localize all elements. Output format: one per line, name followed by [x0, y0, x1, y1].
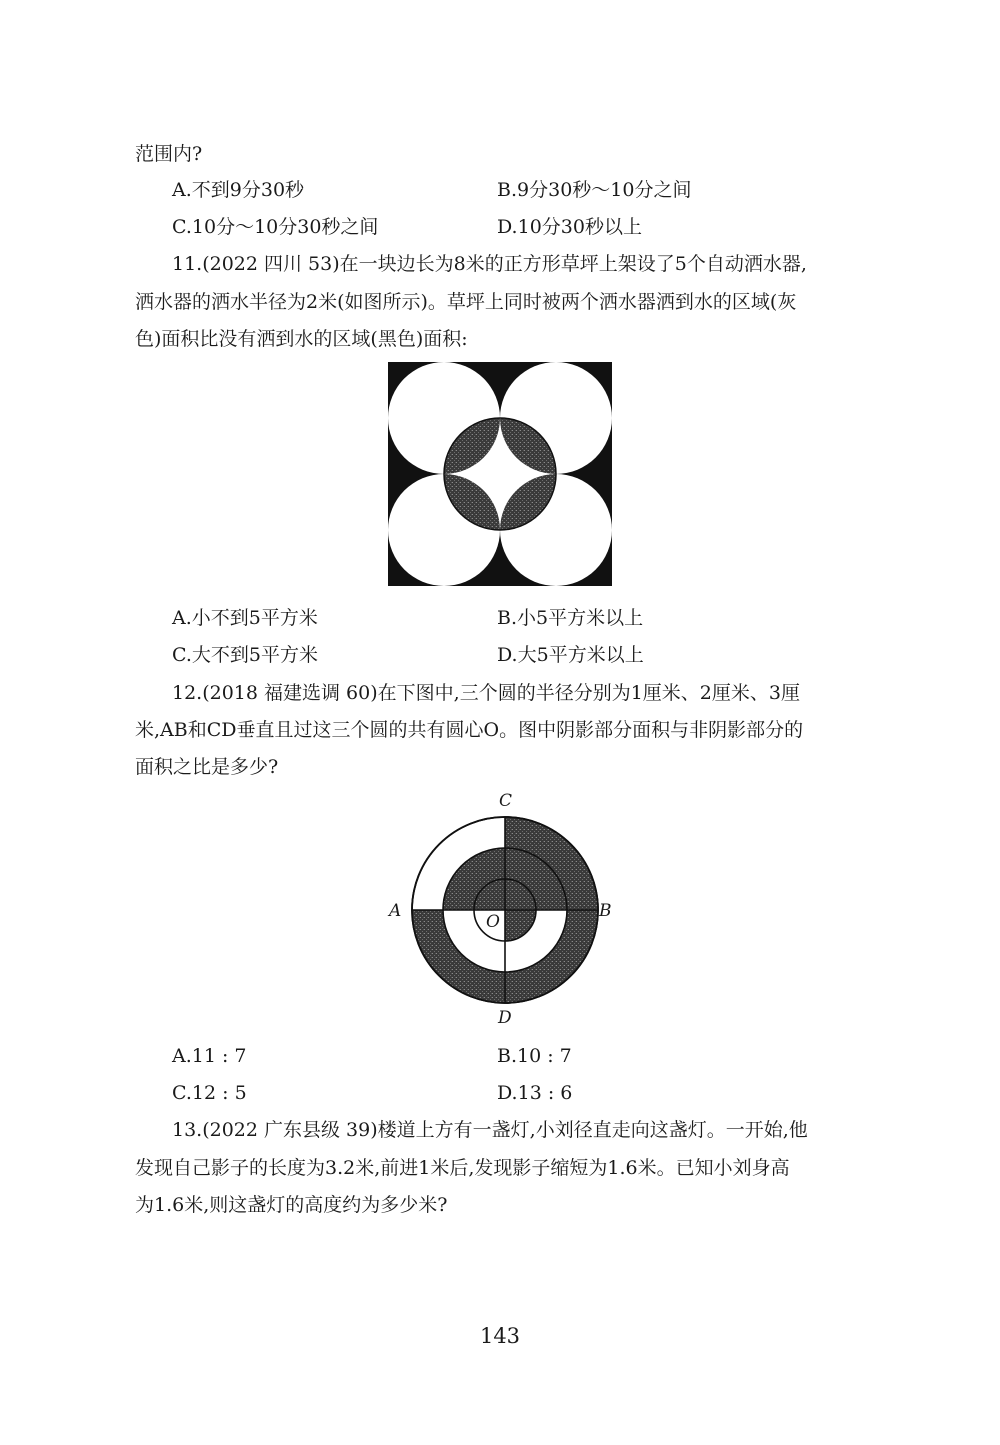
label-c: C: [499, 791, 513, 811]
label-a: A: [389, 901, 402, 921]
q10-option-d: D.10分30秒以上: [497, 216, 642, 238]
q11-stem-line-1: 11.(2022 四川 53)在一块边长为8米的正方形草坪上架设了5个自动洒水器,: [172, 253, 807, 275]
q12-option-b: B.10 : 7: [497, 1045, 572, 1067]
q13-stem-line-2: 发现自己影子的长度为3.2米,前进1米后,发现影子缩短为1.6米。已知小刘身高: [135, 1157, 790, 1179]
q11-option-d: D.大5平方米以上: [497, 644, 644, 666]
q12-option-c: C.12 : 5: [172, 1082, 247, 1104]
q12-option-d: D.13 : 6: [497, 1082, 573, 1104]
q11-option-c: C.大不到5平方米: [172, 644, 318, 666]
q11-stem-line-3: 色)面积比没有洒到水的区域(黑色)面积:: [135, 328, 468, 350]
q12-stem-line-1: 12.(2018 福建选调 60)在下图中,三个圆的半径分别为1厘米、2厘米、3厘: [172, 682, 800, 704]
q13-stem-line-3: 为1.6米,则这盏灯的高度约为多少米?: [135, 1194, 448, 1216]
q13-stem-line-1: 13.(2022 广东县级 39)楼道上方有一盏灯,小刘径直走向这盏灯。一开始,他: [172, 1119, 808, 1141]
label-d: D: [498, 1008, 512, 1028]
q12-stem-line-3: 面积之比是多少?: [135, 756, 279, 778]
q12-stem-line-2: 米,AB和CD垂直且过这三个圆的共有圆心O。图中阴影部分面积与非阴影部分的: [135, 719, 804, 741]
q11-stem-line-2: 洒水器的洒水半径为2米(如图所示)。草坪上同时被两个洒水器洒到水的区域(灰: [135, 291, 797, 313]
q10-option-a: A.不到9分30秒: [172, 179, 305, 201]
label-o: O: [486, 912, 500, 932]
q10-option-c: C.10分～10分30秒之间: [172, 216, 379, 238]
q11-sprinkler-figure: [388, 362, 612, 586]
q12-concentric-circles-figure: [380, 785, 620, 1030]
page-number: 143: [479, 1324, 521, 1348]
q11-option-b: B.小5平方米以上: [497, 607, 644, 629]
q11-option-a: A.小不到5平方米: [172, 607, 318, 629]
label-b: B: [599, 901, 612, 921]
q12-option-a: A.11 : 7: [172, 1045, 247, 1067]
q10-option-b: B.9分30秒～10分之间: [497, 179, 692, 201]
q10-stem-tail: 范围内?: [135, 143, 203, 165]
